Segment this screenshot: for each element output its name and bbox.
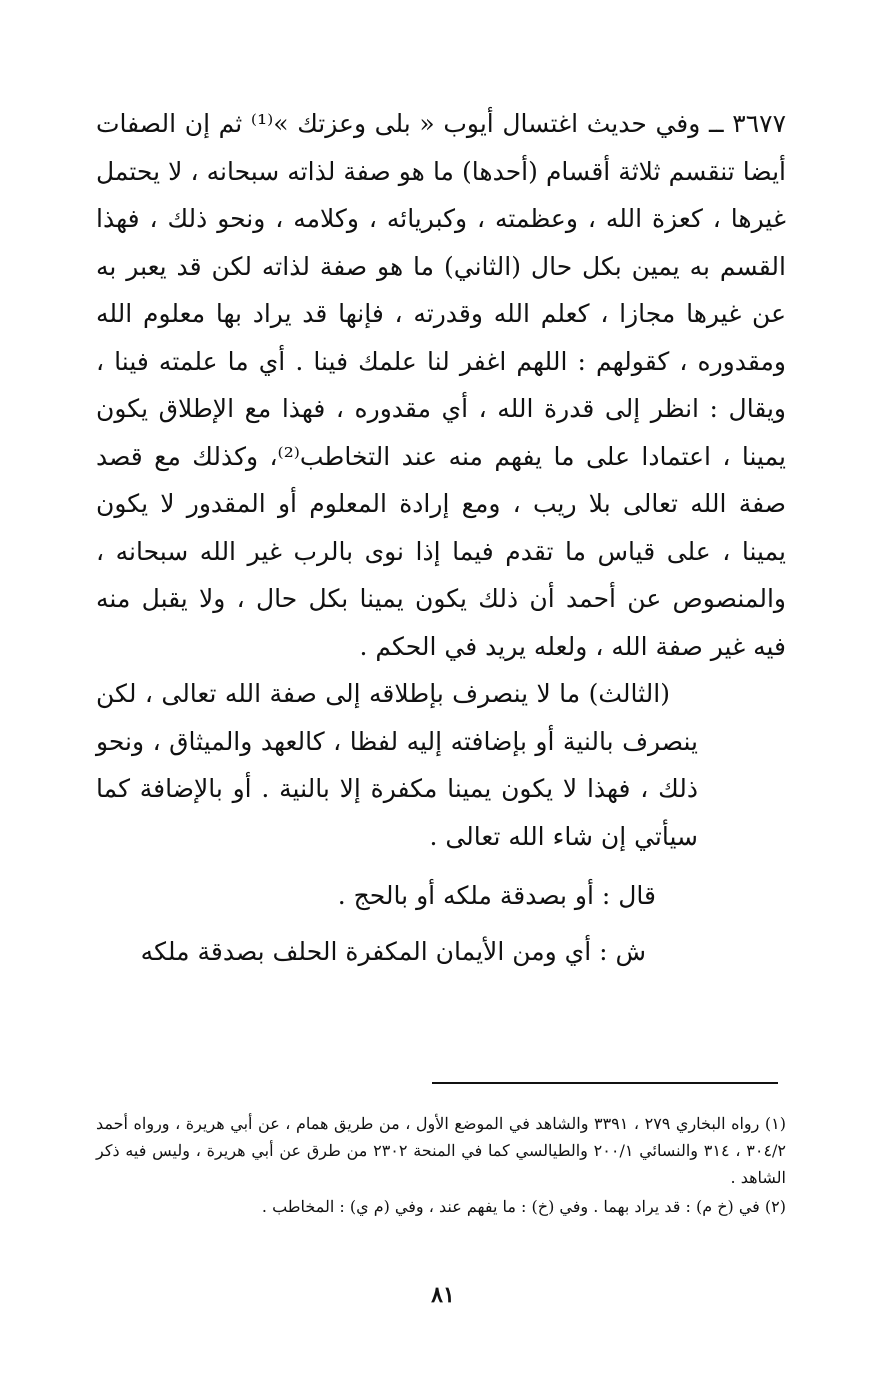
qal-line: قال : أو بصدقة ملكه أو بالحج .	[337, 881, 656, 910]
footnote-separator	[432, 1082, 778, 1084]
page-number: ٨١	[431, 1282, 455, 1308]
continuation-block	[96, 670, 786, 860]
footnotes	[96, 1110, 786, 1222]
paragraph-third-category: (الثالث) ما لا ينصرف بإطلاقه إلى صفة الله تعالى ، لكن ينصرف بالنية أو بإضافته إليه لفظا ، كالعهد والميثاق ، ونحو ذلك ، فهذا لا يكون يمينا مكفرة إلا بالنية . أو بالإضافة كما سيأتي إن شاء الله تعالى .	[96, 679, 698, 851]
footnote-2: (٢) في (خ م) : قد يراد بهما . وفي (خ) : ما يفهم عند ، وفي (م ي) : المخاطب .	[261, 1197, 786, 1216]
paragraph-3677: ٣٦٧٧ ــ وفي حديث اغتسال أيوب « بلى وعزتك »⁽¹⁾ ثم إن الصفات أيضا تنقسم ثلاثة أقسام (أحدها) ما هو صفة لذاته سبحانه ، لا يحتمل غيرها ، كعزة الله ، وعظمته ، وكبريائه ، وكلامه ، ونحو ذلك ، فهذا القسم به يمين بكل حال (الثاني) ما هو صفة لذاته لكن قد يعبر به عن غيرها مجازا ، كعلم الله وقدرته ، فإنها قد يراد بها معلوم الله ومقدوره ، كقولهم : اللهم اغفر لنا علمك فينا . أي ما علمته فينا ، ويقال : انظر إلى قدرة الله ، أي مقدوره ، فهذا مع الإطلاق يكون يمينا ، اعتمادا على ما يفهم منه عند التخاطب⁽²⁾، وكذلك مع قصد صفة الله تعالى بلا ريب ، ومع إرادة المعلوم أو المقدور لا يكون يمينا ، على قياس ما تقدم فيما إذا نوى بالرب غير الله سبحانه ، والمنصوص عن أحمد أن ذلك يكون يمينا بكل حال ، ولا يقبل منه فيه غير صفة الله ، ولعله يريد في الحكم .	[96, 109, 786, 661]
footnote-1: (١) رواه البخاري ٢٧٩ ، ٣٣٩١ والشاهد في الموضع الأول ، من طريق همام ، عن أبي هريرة ، ورواه أحمد ٣٠٤/٢ ، ٣١٤ والنسائي ٢٠٠/١ والطيالسي كما في المنحة ٢٣٠٢ من طرق عن أبي هريرة ، وليس فيه ذكر الشاهد .	[96, 1114, 787, 1187]
sharh-line: ش : أي ومن الأيمان المكفرة الحلف بصدقة ملكه	[140, 937, 646, 966]
page-body	[96, 100, 786, 980]
